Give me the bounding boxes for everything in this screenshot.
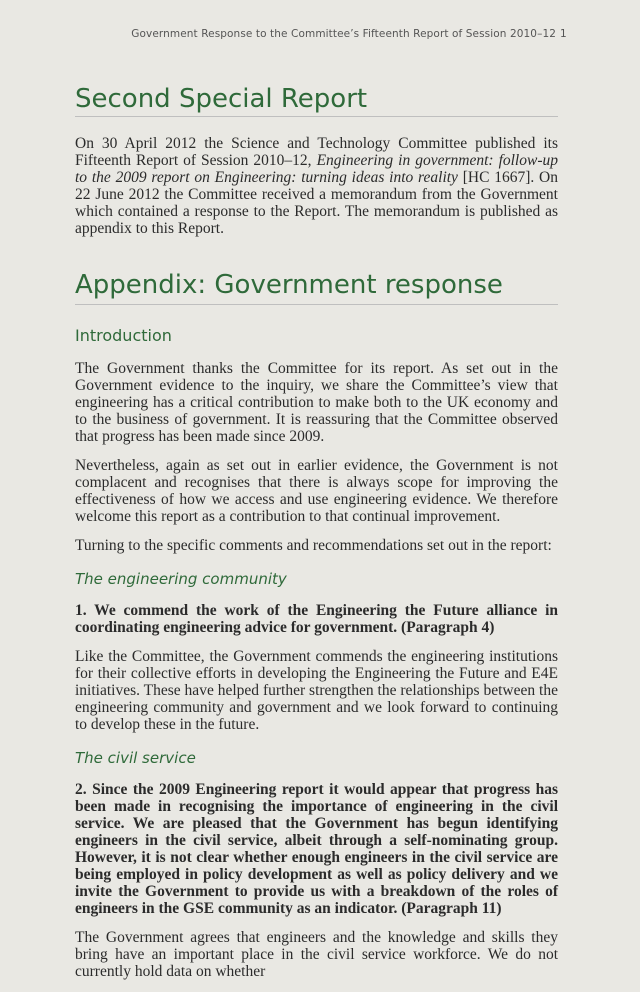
introduction-paragraph-3: Turning to the specific comments and recommendations set out in the report: <box>75 537 552 554</box>
heading-civil-service: The civil service <box>75 749 196 767</box>
intro-text-part1: On 30 April 2012 the Science and Technology Committee published its Fifteenth Report of Session 2010–12, <box>75 135 558 169</box>
response-2: The Government agrees that engineers and the knowledge and skills they bring have an important place in the civil service workforce. We do not currently hold data on whether <box>75 929 558 980</box>
recommendation-1: 1. We commend the work of the Engineering the Future alliance in coordinating engineering advice for government. (Paragraph 4) <box>75 602 558 636</box>
intro-text-part2: [HC 1667]. On 22 June 2012 the Committee received a memorandum from the Government which contained a response to the Report. The memorandum is published as appendix to this Report. <box>75 169 558 237</box>
document-page: Government Response to the Committee’s Fifteenth Report of Session 2010–12 1 Second Special Report On 30 April 2012 the Science and Technology Committee published its Fifteenth Report of Session 2010–12, Engineering in government: follow-up to the 2009 report on Engineering: turning ideas into reality [HC 1667]. On 22 June 2012 the Committee received a memorandum from the Government which contained a response to the Report. The memorandum is published as appendix to this Report. Appendix: Government response Introduction The Government thanks the Committee for its report. As set out in the Government evidence to the inquiry, we share the Committee’s view that engineering has a critical contribution to make both to the UK economy and to the business of government. It is reassuring that the Committee observed that progress has been made since 2009. Nevertheless, again as set out in earlier evidence, the Government is not complacent and recognises that there is always scope for improving the effectiveness of how we access and use engineering evidence. We therefore welcome this report as a contribution to that continual improvement. Turning to the specific comments and recommendations set out in the report: The engineering community 1. We commend the work of the Engineering the Future alliance in coordinating engineering advice for government. (Paragraph 4) Like the Committee, the Government commends the engineering institutions for their collective efforts in developing the Engineering the Future and E4E initiatives. These have helped further strengthen the relationships between the engineering community and government and we look forward to continuing to develop these in the future. The civil service 2. Since the 2009 Engineering report it would appear that progress has been made in recognising the importance of engineering in the civil service. We are pleased that the Government has begun identifying engineers in the civil service, albeit through a self-nominating group. However, it is not clear whether enough engineers in the civil service are being employed in policy development as well as policy delivery and we invite the Government to provide us with a breakdown of the roles of engineers in the GSE community as an indicator. (Paragraph 11) The Government agrees that engineers and the knowledge and skills they bring have an important place in the civil service workforce. We do not currently hold data on whether <box>0 0 640 929</box>
introduction-paragraph-1: The Government thanks the Committee for its report. As set out in the Government evidence to the inquiry, we share the Committee’s view that engineering has a critical contribution to make both to the UK economy and to the business of government. It is reassuring that the Committee observed that progress has been made since 2009. <box>75 360 558 445</box>
intro-paragraph <box>75 135 558 237</box>
heading-second-special-report: Second Special Report <box>75 86 558 117</box>
heading-introduction: Introduction <box>75 326 172 345</box>
introduction-paragraph-2: Nevertheless, again as set out in earlier evidence, the Government is not complacent and recognises that there is always scope for improving the effectiveness of how we access and use engineering evidence. We therefore welcome this report as a contribution to that continual improvement. <box>75 457 558 525</box>
recommendation-2: 2. Since the 2009 Engineering report it would appear that progress has been made in recognising the importance of engineering in the civil service. We are pleased that the Government has begun identifying engineers in the civil service, albeit through a self-nominating group. However, it is not clear whether enough engineers in the civil service are being employed in policy development as well as policy delivery and we invite the Government to provide us with a breakdown of the roles of engineers in the GSE community as an indicator. (Paragraph 11) <box>75 781 558 917</box>
page-content <box>75 86 558 992</box>
heading-appendix: Appendix: Government response <box>75 272 558 305</box>
report-title-italic: Engineering in government: follow-up to the 2009 report on Engineering: turning ideas into reality <box>75 152 558 186</box>
response-1: Like the Committee, the Government commends the engineering institutions for their collective efforts in developing the Engineering the Future and E4E initiatives. These have helped further strengthen the relationships between the engineering community and government and we look forward to continuing to develop these in the future. <box>75 648 558 733</box>
heading-engineering-community: The engineering community <box>75 570 287 588</box>
running-header-title: Government Response to the Committee’s Fifteenth Report of Session 2010–12 <box>131 28 556 40</box>
